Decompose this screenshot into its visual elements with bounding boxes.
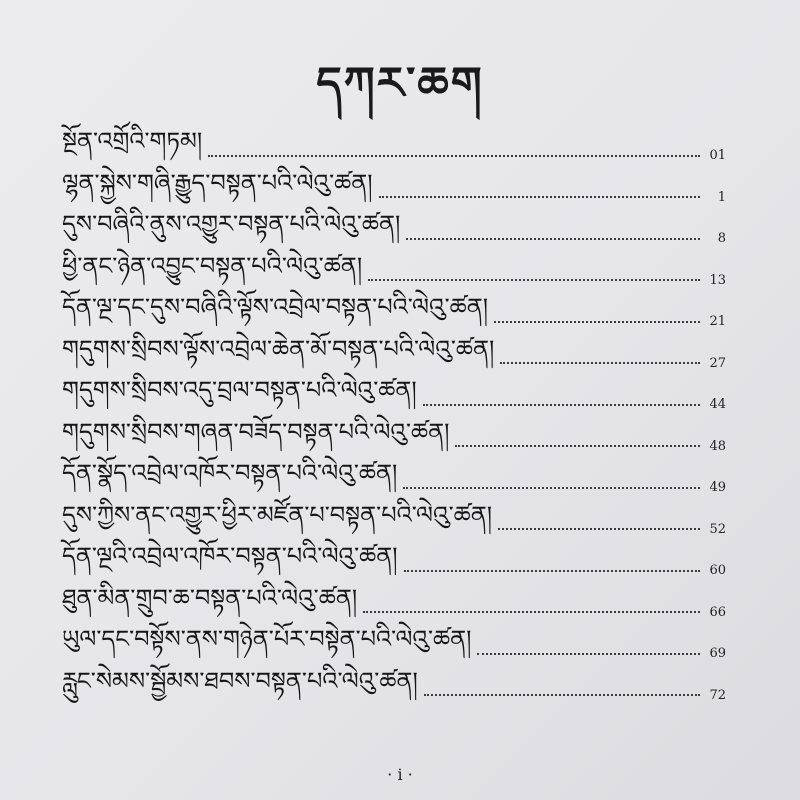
- toc-page-number: 66: [709, 604, 726, 620]
- toc-entry: ཡུལ་དང་བསྟོས་ནས་གཉེན་པོར་བསྟེན་པའི་ལེའུ་ཚན།: [62, 625, 472, 654]
- toc-row: [62, 668, 726, 710]
- dot-leader: [424, 694, 700, 696]
- toc-page-number: 27: [709, 355, 726, 371]
- toc-page-number: 48: [709, 438, 726, 454]
- toc-entry: དུས་བཞིའི་ནུས་འགྱུར་བསྟན་པའི་ལེའུ་ཚན།: [62, 210, 401, 239]
- page-number-footer: · i ·: [387, 765, 413, 784]
- toc-entry: གདུགས་སྲིབས་གཞན་བཟོད་བསྟན་པའི་ལེའུ་ཚན།: [62, 417, 450, 446]
- dot-leader: [423, 404, 700, 406]
- toc-entry: དོན་སྣོད་འབྲེལ་འཁོར་བསྟན་པའི་ལེའུ་ཚན།: [62, 459, 398, 488]
- toc-entry: གདུགས་སྲིབས་འདུ་བྲལ་བསྟན་པའི་ལེའུ་ཚན།: [62, 376, 417, 405]
- toc-entry: ལྷན་སྐྱེས་གཞི་རྒྱུད་བསྟན་པའི་ལེའུ་ཚན།: [62, 168, 373, 197]
- toc-page-number: 49: [709, 480, 726, 496]
- dot-leader: [477, 653, 700, 655]
- toc-entry: ཕྱི་ནང་ཉེན་འབྱུང་བསྟན་པའི་ལེའུ་ཚན།: [62, 251, 363, 280]
- toc-page-number: 8: [717, 231, 726, 247]
- table-of-contents: [62, 128, 726, 709]
- toc-entry: གདུགས་སྲིབས་ལྟོས་འབྲེལ་ཆེན་མོ་བསྟན་པའི་ལེའུ་ཚན།: [62, 334, 495, 363]
- toc-entry: དོན་ལྔ་དང་དུས་བཞིའི་ལྟོས་འབྲེལ་བསྟན་པའི་ལེའུ་ཚན།: [62, 293, 489, 322]
- dot-leader: [494, 321, 700, 323]
- toc-entry: སྔོན་འགྲོའི་གཏམ།: [62, 127, 203, 156]
- toc-entry: རླུང་སེམས་སྦྱོམས་ཐབས་བསྟན་པའི་ལེའུ་ཚན།: [62, 666, 418, 695]
- dot-leader: [404, 570, 700, 572]
- toc-page-number: 44: [709, 397, 726, 413]
- dot-leader: [379, 196, 700, 198]
- toc-page-number: 21: [709, 314, 726, 330]
- dot-leader: [406, 238, 700, 240]
- toc-page-number: 72: [709, 687, 726, 703]
- toc-entry: དོན་ལྔའི་འབྲེལ་འཁོར་བསྟན་པའི་ལེའུ་ཚན།: [62, 542, 398, 571]
- toc-page-number: 01: [709, 148, 726, 164]
- toc-page-number: 13: [709, 272, 726, 288]
- toc-entry: དུས་ཀྱིས་ནང་འགྱུར་ཕྱིར་མཛོན་པ་བསྟན་པའི་ལེའུ་ཚན།: [62, 500, 493, 529]
- toc-page-number: 52: [709, 521, 726, 537]
- page-title: དཀར་ཆག: [316, 58, 484, 109]
- dot-leader: [500, 362, 700, 364]
- toc-page-number: 60: [709, 563, 726, 579]
- toc-page-number: 1: [717, 189, 726, 205]
- toc-page-number: 69: [709, 646, 726, 662]
- toc-entry: ཐུན་མིན་གྲུབ་ཆ་བསྟན་པའི་ལེའུ་ཚན།: [62, 583, 358, 612]
- dot-leader: [455, 445, 700, 447]
- dot-leader: [498, 528, 700, 530]
